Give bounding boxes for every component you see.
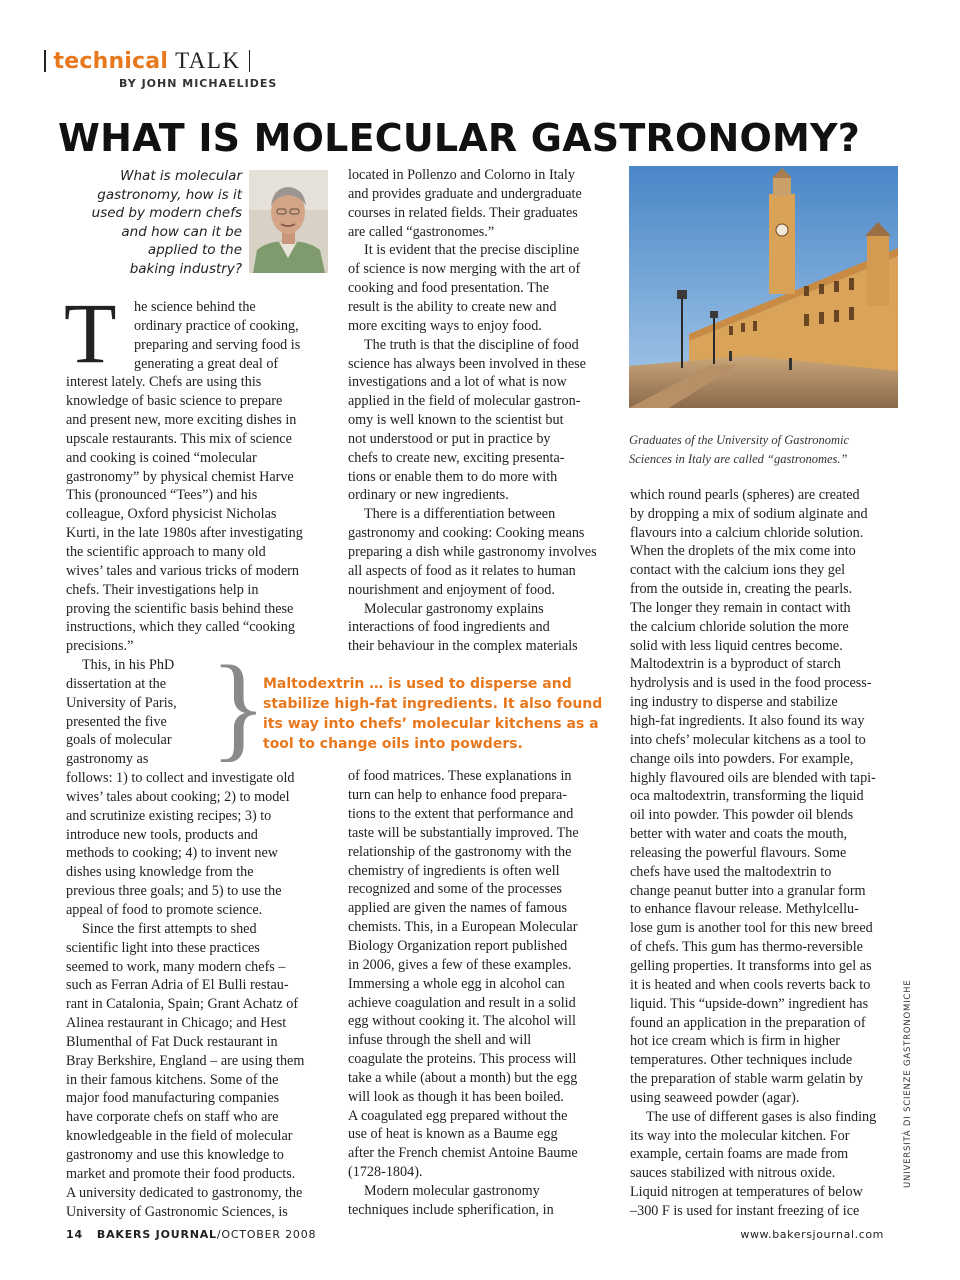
text-line: (1728-1804). <box>348 1164 423 1181</box>
pullquote-line: tool to change oils into powders. <box>263 736 523 752</box>
text-line: wives’ tales about cooking; 2) to model <box>66 788 290 805</box>
text-line: of chefs. This gum has thermo-reversible <box>630 939 863 956</box>
text-line: the preparation of stable warm gelatin by <box>630 1071 864 1088</box>
text-line: gastronomy and cooking: Cooking means <box>348 525 585 542</box>
photo-credit: UNIVERSITÀ DI SCIENZE GASTRONOMICHE <box>903 979 913 1188</box>
text-line: proving the scientific basis behind these <box>66 600 294 617</box>
text-line: highly flavoured oils are blended with tapi- <box>630 769 876 786</box>
text-line: seemed to work, many modern chefs – <box>66 958 286 975</box>
text-line: Biology Organization report published <box>348 937 568 954</box>
text-line: their behaviour in the complex materials <box>348 638 578 655</box>
deck-line: What is molecular <box>120 168 242 184</box>
text-line: chefs to create new, exciting presenta- <box>348 449 565 466</box>
text-line: interest lately. Chefs are using this <box>66 374 262 391</box>
text-line: after the French chemist Antoine Baume <box>348 1145 578 1162</box>
pullquote-line: its way into chefs’ molecular kitchens as a <box>263 716 599 732</box>
text-line: example, certain foams are made from <box>630 1146 849 1163</box>
section-kicker <box>44 44 250 78</box>
text-line: Blumenthal of Fat Duck restaurant in <box>66 1033 278 1050</box>
text-line: gastronomy and use this knowledge to <box>66 1146 284 1163</box>
text-line: such as Ferran Adria of El Bulli restau- <box>66 977 289 994</box>
text-line: in their famous kitchens. Some of the <box>66 1071 279 1088</box>
text-line: oil into powder. This powder oil blends <box>630 807 854 824</box>
text-line: Molecular gastronomy explains <box>364 600 544 617</box>
text-line: It is evident that the precise discipline <box>364 242 580 259</box>
text-line: chefs have used the maltodextrin to <box>630 863 832 880</box>
text-line: tions or enable them to do more with <box>348 468 558 485</box>
text-line: he science behind the <box>134 299 256 315</box>
text-line: precisions.” <box>66 638 134 655</box>
text-line: tions to the extent that performance and <box>348 806 574 823</box>
text-line: all aspects of food as it relates to human <box>348 562 576 579</box>
text-line: by dropping a mix of sodium alginate and <box>630 505 868 522</box>
text-line: are called “gastronomes.” <box>348 223 495 240</box>
text-line: ing industry to disperse and stabilize <box>630 694 838 711</box>
text-line: colleague, Oxford physicist Nicholas <box>66 506 277 523</box>
column-1-body <box>66 373 304 1221</box>
text-line: solid with less liquid centres become. <box>630 637 843 654</box>
text-line: and scrutinize existing recipes; 3) to <box>66 807 272 824</box>
text-line: Liquid nitrogen at temperatures of below <box>630 1184 863 1201</box>
text-line: courses in related fields. Their graduates <box>348 204 578 221</box>
text-line: Maltodextrin is a byproduct of starch <box>630 656 841 673</box>
text-line: and present new, more exciting dishes in <box>66 412 297 429</box>
text-line: its way into the molecular kitchen. For <box>630 1127 850 1144</box>
pullquote <box>263 674 623 754</box>
text-line: methods to cooking; 4) to invent new <box>66 845 278 862</box>
text-line: introduce new tools, products and <box>66 826 258 843</box>
text-line: chemists. This, in a European Molecular <box>348 919 578 936</box>
text-line: science has always been involved in these <box>348 355 586 372</box>
text-line: Alinea restaurant in Chicago; and Hest <box>66 1015 287 1032</box>
text-line: will look as though it has been boiled. <box>348 1088 564 1105</box>
text-line: take a while (about a month) but the egg <box>348 1069 578 1086</box>
text-line: located in Pollenzo and Colorno in Italy <box>348 167 575 184</box>
text-line: appeal of food to promote science. <box>66 902 263 919</box>
text-line: upscale restaurants. This mix of science <box>66 430 292 447</box>
text-line: of science is now merging with the art of <box>348 261 581 278</box>
magazine-name: BAKERS JOURNAL <box>96 1228 217 1241</box>
text-line: This, in his PhD <box>82 657 175 674</box>
text-line: cooking and food presentation. The <box>348 280 550 297</box>
text-line: generating a great deal of <box>134 355 279 372</box>
text-line: dishes using knowledge from the <box>66 864 254 881</box>
text-line: in 2006, gives a few of these examples. <box>348 956 572 973</box>
text-line: presented the five <box>66 713 167 730</box>
text-line: coagulate the proteins. This process will <box>348 1051 577 1068</box>
column-3-body <box>630 486 876 1221</box>
text-line: gastronomy” by physical chemist Harve <box>66 468 294 485</box>
text-line: better with water and coats the mouth, <box>630 826 848 843</box>
text-line: The longer they remain in contact with <box>630 599 851 616</box>
text-line: ordinary or new ingredients. <box>348 487 509 504</box>
text-line: chemistry of ingredients is often well <box>348 862 560 879</box>
text-line: and cooking is coined “molecular <box>66 449 257 466</box>
text-line: change peanut butter into a granular form <box>630 882 866 899</box>
text-line: contact with the calcium ions they gel <box>630 562 846 579</box>
text-line: it is heated and when cools reverts back to <box>630 976 871 993</box>
article-headline: WHAT IS MOLECULAR GASTRONOMY? <box>58 116 860 160</box>
text-line: University of Paris, <box>66 694 177 711</box>
text-line: have corporate chefs on staff who are <box>66 1109 279 1126</box>
text-line: interactions of food ingredients and <box>348 619 550 636</box>
text-line: hot ice cream which is firm in higher <box>630 1033 840 1050</box>
text-line: achieve coagulation and result in a solid <box>348 994 576 1011</box>
text-line: egg without cooking it. The alcohol will <box>348 1013 576 1030</box>
deck-line: used by modern chefs <box>91 205 242 221</box>
text-line: wives’ tales and various tricks of modern <box>66 562 299 579</box>
text-line: ordinary practice of cooking, <box>134 317 299 334</box>
text-line: knowledgeable in the field of molecular <box>66 1128 293 1145</box>
text-line: the scientific approach to many old <box>66 543 266 560</box>
article-deck <box>52 167 242 278</box>
text-line: not understood or put in practice by <box>348 430 551 447</box>
text-line: –300 F is used for instant freezing of ice <box>630 1202 860 1219</box>
text-line: flavours into a calcium chloride solution. <box>630 524 864 541</box>
text-line: nourishment and enjoyment of food. <box>348 581 555 598</box>
text-line: Bray Berkshire, England – are using them <box>66 1052 305 1069</box>
text-line: preparing a dish while gastronomy involves <box>348 543 597 560</box>
text-line: investigations and a lot of what is now <box>348 374 567 391</box>
text-line: Since the first attempts to shed <box>82 920 257 937</box>
text-line: of food matrices. These explanations in <box>348 768 572 785</box>
deck-line: gastronomy, how is it <box>97 186 242 203</box>
text-line: rant in Catalonia, Spain; Grant Achatz of <box>66 996 299 1013</box>
text-line: major food manufacturing companies <box>66 1090 280 1107</box>
author-headshot <box>249 170 328 273</box>
text-line: The use of different gases is also finding <box>646 1108 877 1125</box>
column-2-top <box>348 166 597 656</box>
text-line: which round pearls (spheres) are created <box>630 486 860 503</box>
text-line: turn can help to enhance food prepara- <box>348 787 568 804</box>
university-photo <box>629 166 898 408</box>
text-line: Kurti, in the late 1980s after investigating <box>66 525 303 542</box>
text-line: taste will be substantially improved. The <box>348 824 579 841</box>
text-line: goals of molecular <box>66 732 172 749</box>
text-line: techniques include spherification, in <box>348 1201 554 1218</box>
page-number: 14 <box>66 1228 83 1241</box>
pullquote-line: stabilize high-fat ingredients. It also found <box>263 696 603 712</box>
text-line: from the outside in, creating the pearls. <box>630 581 853 598</box>
text-line: dissertation at the <box>66 675 167 692</box>
deck-line: and how can it be <box>121 223 242 240</box>
text-line: previous three goals; and 5) to use the <box>66 883 282 900</box>
text-line: follows: 1) to collect and investigate old <box>66 770 295 787</box>
column-1-dropcap-lines <box>134 298 300 373</box>
text-line: A university dedicated to gastronomy, the <box>66 1184 303 1201</box>
kicker-talk: TALK <box>175 48 241 73</box>
text-line: lose gum is another tool for this new breed <box>630 920 873 937</box>
text-line: market and promote their food products. <box>66 1165 296 1182</box>
kicker-divider-right <box>249 50 251 72</box>
text-line: omy is well known to the scientist but <box>348 412 564 429</box>
text-line: the calcium chloride solution the more <box>630 618 849 635</box>
pullquote-line: Maltodextrin … is used to disperse and <box>263 676 572 692</box>
website-link[interactable]: www.bakersjournal.com <box>740 1228 884 1241</box>
text-line: applied in the field of molecular gastron- <box>348 393 581 410</box>
text-line: Modern molecular gastronomy <box>364 1182 540 1199</box>
text-line: instructions, which they called “cooking <box>66 619 295 636</box>
text-line: There is a differentiation between <box>364 506 556 523</box>
caption-line: Graduates of the University of Gastronomic <box>629 433 850 447</box>
text-line: found an application in the preparation of <box>630 1014 866 1031</box>
deck-line: applied to the <box>147 242 242 258</box>
text-line: gelling properties. It transforms into gel as <box>630 957 872 974</box>
text-line: into chefs’ molecular kitchens as a tool to <box>630 731 866 748</box>
text-line: University of Gastronomic Sciences, is <box>66 1203 288 1220</box>
text-line: preparing and serving food is <box>134 336 301 353</box>
pullquote-brace: } <box>210 641 267 772</box>
text-line: A coagulated egg prepared without the <box>348 1107 568 1124</box>
text-line: use of heat is known as a Baume egg <box>348 1126 558 1143</box>
text-line: sauces stabilized with nitrous oxide. <box>630 1165 836 1182</box>
text-line: high-fat ingredients. It also found its way <box>630 713 865 730</box>
text-line: releasing the powerful flavours. Some <box>630 844 847 861</box>
text-line: When the droplets of the mix come into <box>630 543 856 560</box>
text-line: This (pronounced “Tees”) and his <box>66 487 258 504</box>
page-footer-left <box>66 1228 316 1241</box>
byline: BY JOHN MICHAELIDES <box>119 77 278 90</box>
text-line: gastronomy as <box>66 751 149 768</box>
text-line: applied are given the names of famous <box>348 900 568 917</box>
text-line: chefs. Their investigations help in <box>66 581 259 598</box>
column-2-bottom <box>348 767 579 1219</box>
text-line: using seaweed powder (agar). <box>630 1089 800 1106</box>
kicker-technical: technical <box>53 48 169 74</box>
text-line: infuse through the shell and will <box>348 1032 532 1049</box>
drop-cap: T <box>64 285 117 381</box>
text-line: change oils into powders. For example, <box>630 750 854 767</box>
photo-caption <box>629 431 919 468</box>
text-line: result is the ability to create new and <box>348 299 557 315</box>
text-line: The truth is that the discipline of food <box>364 336 579 353</box>
deck-line: baking industry? <box>129 260 242 277</box>
text-line: recognized and some of the processes <box>348 881 562 898</box>
text-line: scientific light into these practices <box>66 939 260 956</box>
text-line: relationship of the gastronomy with the <box>348 843 572 860</box>
text-line: hydrolysis and is used in the food process- <box>630 675 872 692</box>
issue-date: /OCTOBER 2008 <box>216 1228 317 1241</box>
text-line: liquid. This “upside-down” ingredient has <box>630 995 869 1012</box>
text-line: and provides graduate and undergraduate <box>348 185 582 202</box>
text-line: knowledge of basic science to prepare <box>66 393 283 410</box>
text-line: oca maltodextrin, transforming the liquid <box>630 788 864 805</box>
text-line: to enhance flavour release. Methylcellu- <box>630 901 859 918</box>
text-line: Immersing a whole egg in alcohol can <box>348 975 565 992</box>
text-line: more exciting ways to enjoy food. <box>348 317 542 334</box>
text-line: temperatures. Other techniques include <box>630 1052 853 1069</box>
caption-line: Sciences in Italy are called “gastronomes.” <box>629 451 848 466</box>
kicker-divider-left <box>44 50 46 72</box>
